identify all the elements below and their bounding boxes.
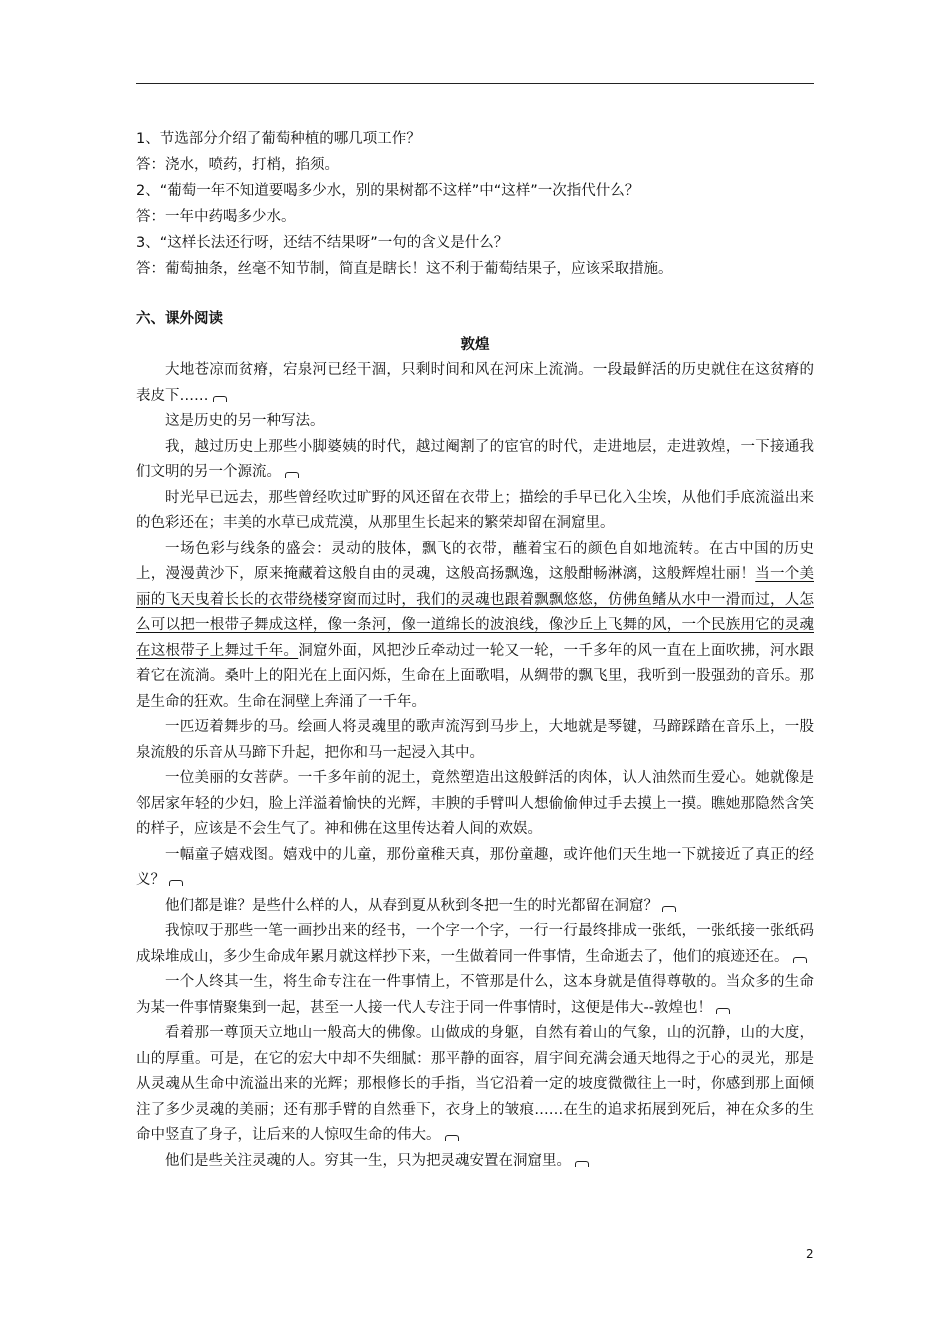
annotation-mark-icon <box>793 957 807 963</box>
paragraph: 一场色彩与线条的盛会：灵动的肢体，飘飞的衣带，蘸着宝石的颜色自如地流转。在古中国的历史上，漫漫黄沙下，原来掩藏着这般自由的灵魂，这般高扬飘逸，这般酣畅淋漓，这般辉煌壮丽！当一个美丽的飞天曳着长长的衣带绕楼穿窗而过时，我们的灵魂也跟着飘飘悠悠，仿佛鱼鳍从水中一滑而过，人怎么可以把一根带子舞成这样，像一条河，像一道绵长的波浪线，像沙丘上飞舞的风，一个民族用它的灵魂在这根带子上舞过千年。洞窟外面，风把沙丘牵动过一轮又一轮，一千多年的风一直在上面吹拂，河水跟着它在流淌。桑叶上的阳光在上面闪烁，生命在上面歌唱，从绸带的飘飞里，我听到一股强劲的音乐。那是生命的狂欢。生命在洞壁上奔涌了一千年。 <box>136 540 815 710</box>
annotation-mark-icon <box>285 472 299 478</box>
section-heading: 六、课外阅读 <box>136 311 223 327</box>
annotation-mark-icon <box>169 880 183 886</box>
article-title: 敦煌 <box>460 337 490 353</box>
answer-1: 答：浇水，喷药，打梢，掐须。 <box>136 157 339 173</box>
paragraph: 时光早已远去，那些曾经吹过旷野的风还留在衣带上；描绘的手早已化入尘埃，从他们手底流溢出来的色彩还在；丰美的水草已成荒漠，从那里生长起来的繁荣却留在洞窟里。 <box>136 489 814 531</box>
annotation-mark-icon <box>662 906 676 912</box>
page-number: 2 <box>806 1247 814 1261</box>
paragraph: 他们是些关注灵魂的人。穷其一生，只为把灵魂安置在洞窟里。 <box>136 1149 814 1175</box>
paragraph: 一位美丽的女菩萨。一千多年前的泥土，竟然塑造出这般鲜活的肉体，认人油然而生爱心。她就像是邻居家年轻的少妇，脸上洋溢着愉快的光辉，丰腴的手臂叫人想偷偷伸过手去摸上一摸。瞧她那隐然含笑的样子，应该是不会生气了。神和佛在这里传达着人间的欢娱。 <box>136 770 814 837</box>
paragraph: 我，越过历史上那些小脚婆姨的时代，越过阉割了的宦官的时代，走进地层，走进敦煌，一下接通我们文明的另一个源流。 <box>136 438 814 480</box>
annotation-mark-icon <box>445 1135 459 1141</box>
paragraph: 一匹迈着舞步的马。绘画人将灵魂里的歌声流泻到马步上，大地就是琴键，马蹄踩踏在音乐上，一股泉流般的乐音从马蹄下升起，把你和马一起浸入其中。 <box>136 719 814 761</box>
question-1: 1、节选部分介绍了葡萄种植的哪几项工作？ <box>136 131 421 147</box>
paragraph: 看着那一尊顶天立地山一般高大的佛像。山做成的身躯，自然有着山的气象，山的沉静，山的大度，山的厚重。可是，在它的宏大中却不失细腻：那平静的面容，眉宇间充满会通天地得之于心的灵光，那是从灵魂从生命中流溢出来的光辉；那根修长的手指，当它沿着一定的坡度微微往上一时，你感到那上面倾注了多少灵魂的美丽；还有那手臂的自然垂下，衣身上的皱痕……在生的追求拓展到死后，神在众多的生命中竖直了身子，让后来的人惊叹生命的伟大。 <box>136 1025 814 1143</box>
paragraph: 一幅童子嬉戏图。嬉戏中的儿童，那份童稚天真，那份童趣，或许他们天生地一下就接近了真正的经义？ <box>136 846 814 888</box>
paragraph: 一个人终其一生，将生命专注在一件事情上，不管那是什么，这本身就是值得尊敬的。当众多的生命为某一件事情聚集到一起，甚至一人接一代人专注于同一件事情时，这便是伟大--敦煌也！ <box>136 974 814 1016</box>
annotation-mark-icon <box>213 396 227 402</box>
underlined-sentence: 当一个美丽的飞天曳着长长的衣带绕楼穿窗而过时，我们的灵魂也跟着飘飘悠悠，仿佛鱼鳍从水中一滑而过，人怎么可以把一根带子舞成这样，像一条河，像一道绵长的波浪线，像沙丘上飞舞的风，一个民族用它的灵魂在这根带子上舞过千年。 <box>136 566 814 659</box>
answer-2: 答：一年中药喝多少水。 <box>136 209 296 225</box>
question-3: 3、“这样长法还行呀，还结不结果呀”一句的含义是什么？ <box>136 235 509 251</box>
annotation-mark-icon <box>575 1161 589 1167</box>
answer-3: 答：葡萄抽条，丝毫不知节制，简直是瞎长！这不利于葡萄结果子，应该采取措施。 <box>136 261 673 277</box>
paragraph: 他们都是谁？是些什么样的人，从春到夏从秋到冬把一生的时光都留在洞窟？ <box>136 894 814 920</box>
question-2: 2、“葡萄一年不知道要喝多少水，别的果树都不这样”中“这样”一次指代什么？ <box>136 183 640 199</box>
paragraph: 我惊叹于那些一笔一画抄出来的经书，一个字一个字，一行一行最终排成一张纸，一张纸接一张纸码成垛堆成山，多少生命成年累月就这样抄下来，一生做着同一件事情，生命逝去了，他们的痕迹还在。 <box>136 923 814 965</box>
header-rule <box>136 83 814 84</box>
paragraph: 这是历史的另一种写法。 <box>165 413 325 429</box>
paragraph: 大地苍凉而贫瘠，宕泉河已经干涸，只剩时间和风在河床上流淌。一段最鲜活的历史就住在这贫瘠的表皮下…… <box>136 362 814 404</box>
question-answer-block <box>136 126 814 282</box>
page-content <box>136 126 814 1174</box>
annotation-mark-icon <box>716 1008 730 1014</box>
